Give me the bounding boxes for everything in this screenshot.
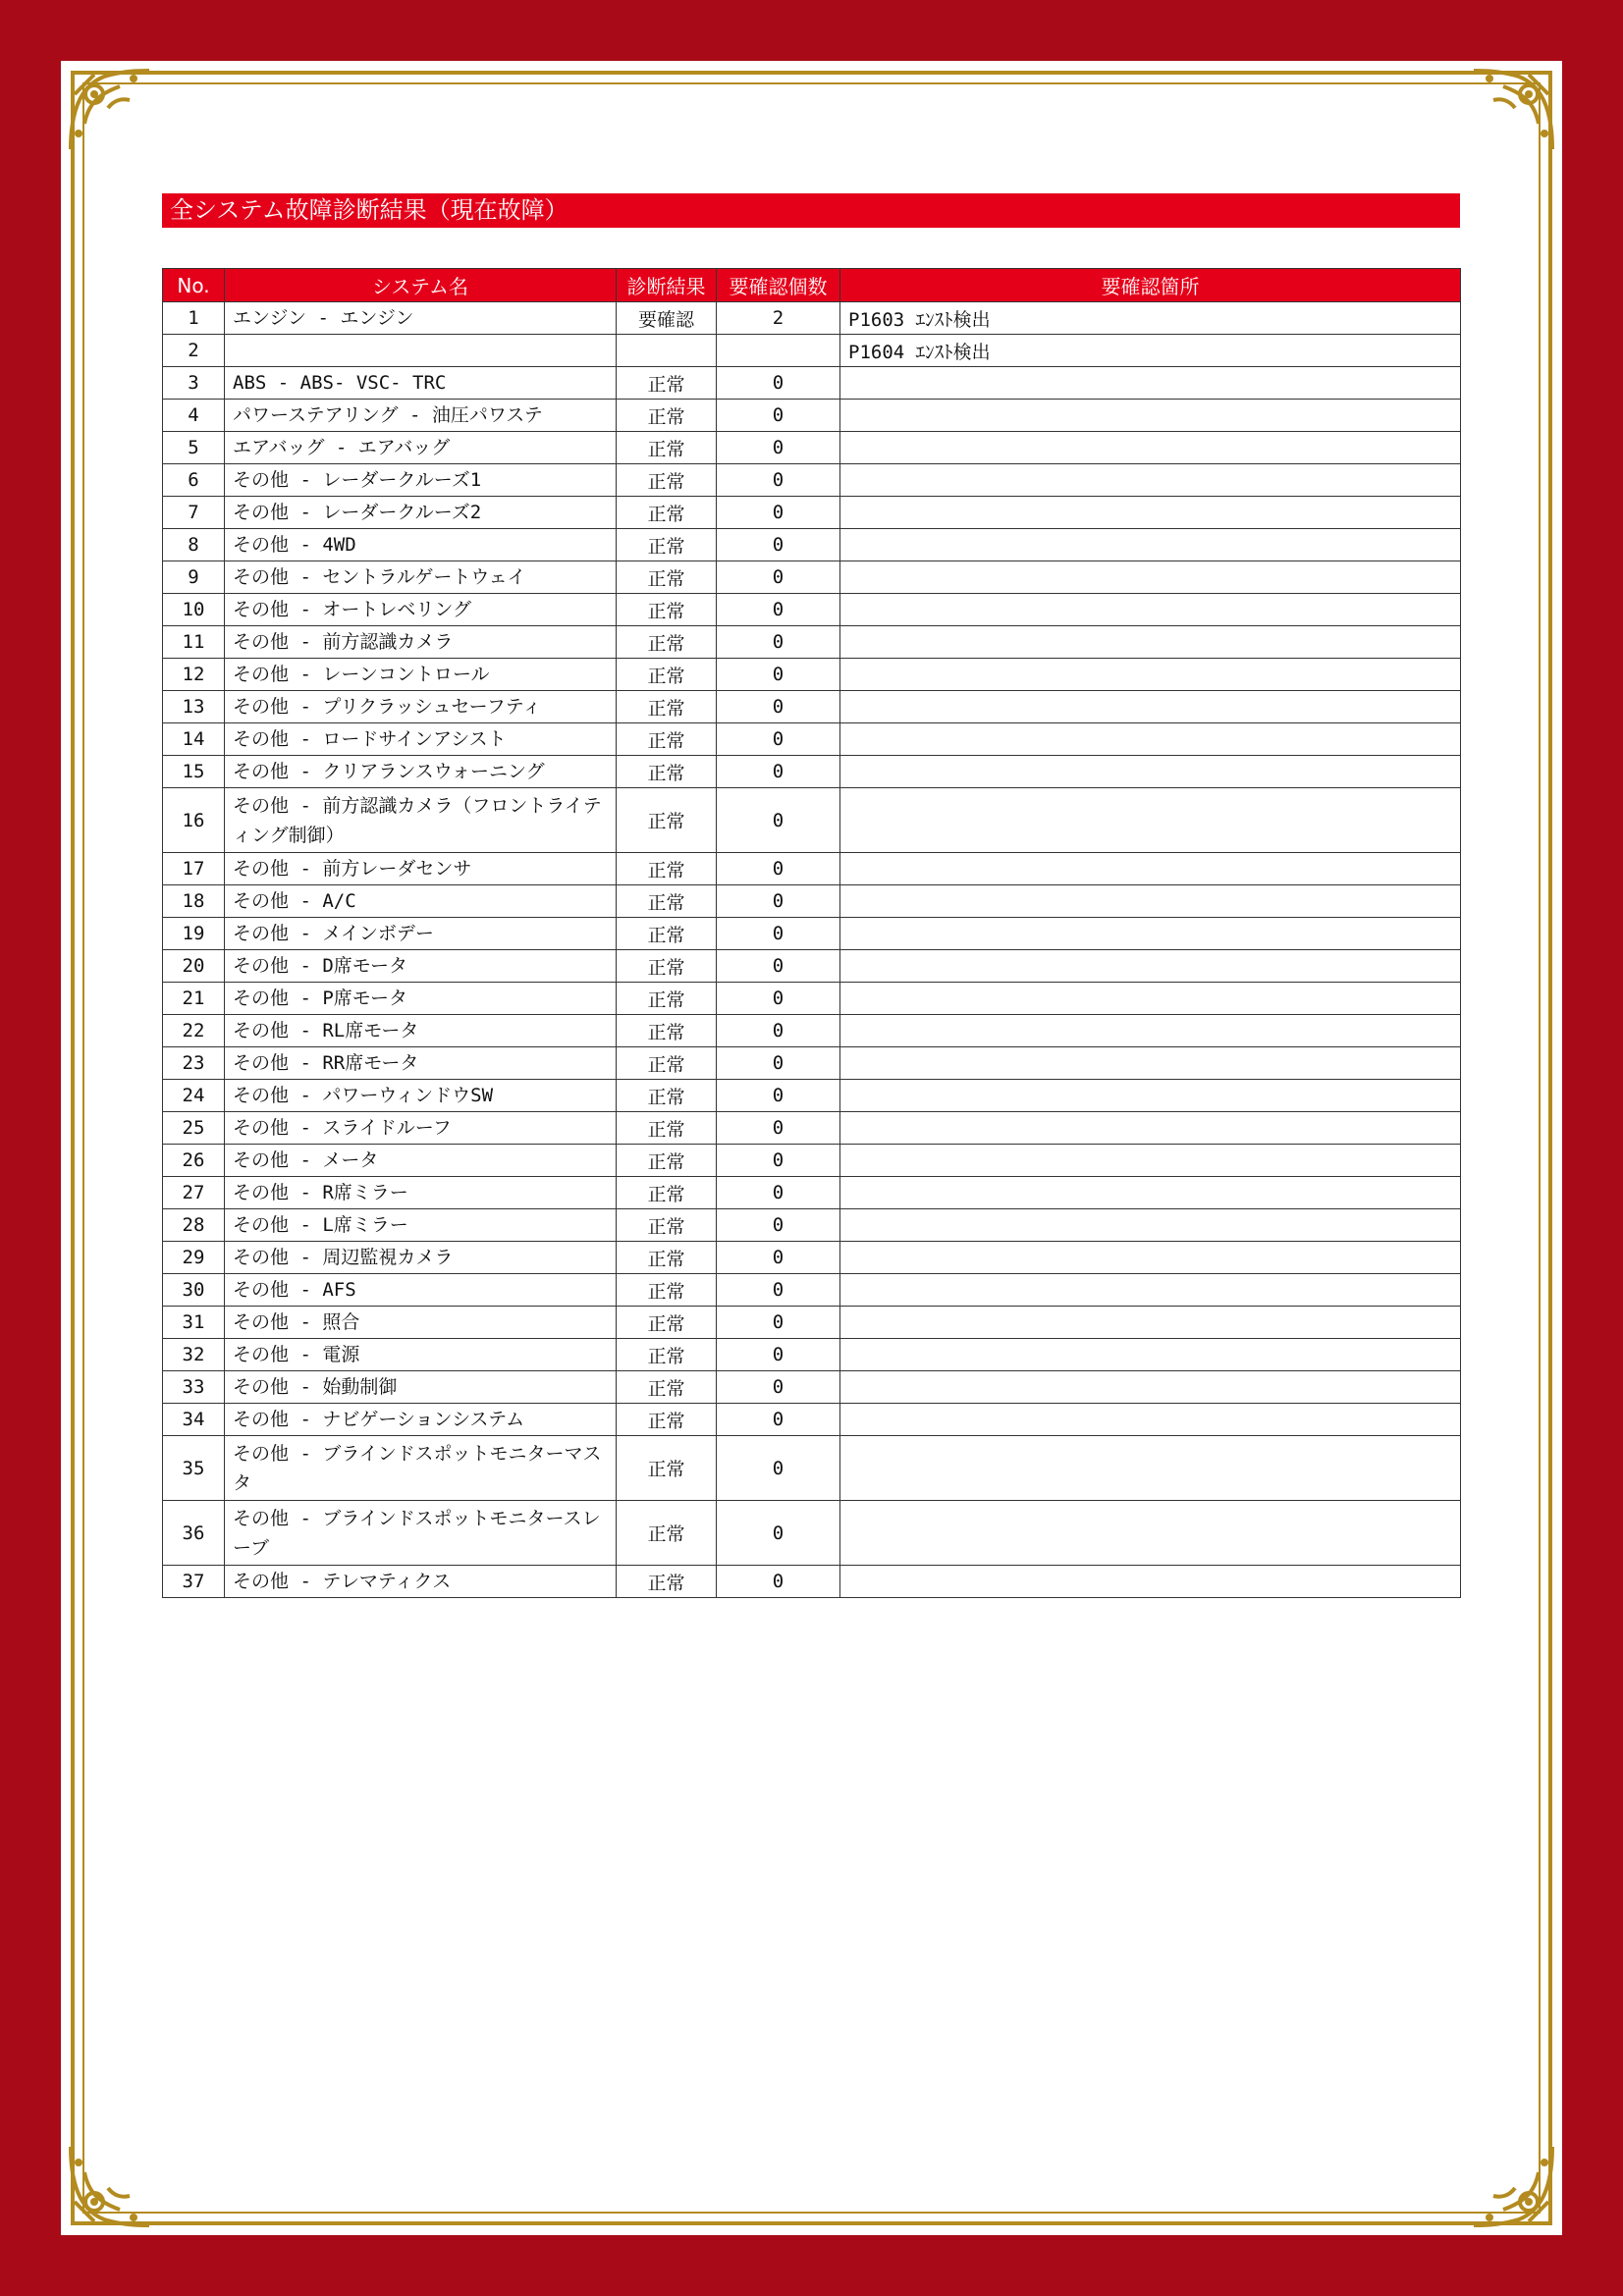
row-no-cell: 14: [163, 723, 225, 756]
check-location-cell: [840, 1145, 1461, 1177]
row-no-cell: 23: [163, 1047, 225, 1080]
system-name-cell: その他 - A/C: [225, 885, 617, 918]
check-location-cell: [840, 756, 1461, 788]
table-row: [163, 691, 1461, 723]
check-count-cell: 0: [717, 756, 840, 788]
table-row: [163, 1047, 1461, 1080]
row-no-cell: 32: [163, 1339, 225, 1371]
diagnosis-result-cell: 正常: [617, 1015, 717, 1047]
system-name-cell: その他 - 前方レーダセンサ: [225, 853, 617, 885]
row-no-cell: 15: [163, 756, 225, 788]
system-name-cell: その他 - パワーウィンドウSW: [225, 1080, 617, 1112]
check-count-cell: 0: [717, 464, 840, 497]
table-row: [163, 950, 1461, 983]
check-location-cell: [840, 788, 1461, 853]
diagnosis-result-cell: 正常: [617, 983, 717, 1015]
system-name-cell: その他 - ブラインドスポットモニタースレーブ: [225, 1501, 617, 1566]
check-location-cell: [840, 464, 1461, 497]
table-row: [163, 594, 1461, 626]
check-count-cell: 0: [717, 1015, 840, 1047]
system-name-cell: その他 - オートレベリング: [225, 594, 617, 626]
table-row: [163, 788, 1461, 853]
check-count-cell: 0: [717, 1080, 840, 1112]
table-row: [163, 1177, 1461, 1209]
row-no-cell: 25: [163, 1112, 225, 1145]
row-no-cell: 9: [163, 561, 225, 594]
check-count-cell: 0: [717, 1307, 840, 1339]
diagnosis-result-cell: 正常: [617, 1080, 717, 1112]
check-count-cell: 0: [717, 497, 840, 529]
table-row: [163, 400, 1461, 432]
table-body: [163, 302, 1461, 1598]
system-name-cell: その他 - 前方認識カメラ: [225, 626, 617, 659]
check-location-cell: [840, 626, 1461, 659]
system-name-cell: エンジン - エンジン: [225, 302, 617, 335]
system-name-cell: その他 - D席モータ: [225, 950, 617, 983]
check-count-cell: 0: [717, 1566, 840, 1598]
diagnosis-result-cell: 正常: [617, 1371, 717, 1404]
check-count-cell: 0: [717, 918, 840, 950]
row-no-cell: 30: [163, 1274, 225, 1307]
row-no-cell: 6: [163, 464, 225, 497]
check-location-cell: [840, 1371, 1461, 1404]
check-location-cell: [840, 1274, 1461, 1307]
check-location-cell: [840, 853, 1461, 885]
system-name-cell: その他 - RR席モータ: [225, 1047, 617, 1080]
row-no-cell: 37: [163, 1566, 225, 1598]
table-row: [163, 1112, 1461, 1145]
check-count-cell: 0: [717, 691, 840, 723]
check-count-cell: 0: [717, 659, 840, 691]
diagnosis-result-cell: 正常: [617, 788, 717, 853]
system-name-cell: その他 - AFS: [225, 1274, 617, 1307]
diagnosis-result-cell: 正常: [617, 756, 717, 788]
check-count-cell: 0: [717, 400, 840, 432]
system-name-cell: [225, 335, 617, 367]
corner-ornament-icon: [1468, 65, 1558, 155]
system-name-cell: その他 - レーダークルーズ2: [225, 497, 617, 529]
diagnosis-result-cell: 正常: [617, 497, 717, 529]
table-header-row: [163, 269, 1461, 302]
diagnosis-result-cell: 正常: [617, 400, 717, 432]
table-row: [163, 1404, 1461, 1436]
row-no-cell: 31: [163, 1307, 225, 1339]
diagnosis-result-cell: 正常: [617, 1242, 717, 1274]
check-count-cell: 0: [717, 1177, 840, 1209]
diagnosis-result-cell: 正常: [617, 1145, 717, 1177]
check-location-cell: P1604 ｴﾝｽﾄ検出: [840, 335, 1461, 367]
diagnosis-result-cell: 正常: [617, 1177, 717, 1209]
check-count-cell: 0: [717, 950, 840, 983]
table-row: [163, 659, 1461, 691]
table-row: [163, 1371, 1461, 1404]
row-no-cell: 3: [163, 367, 225, 400]
check-location-cell: [840, 1404, 1461, 1436]
check-count-cell: 0: [717, 432, 840, 464]
table-row: [163, 1566, 1461, 1598]
system-name-cell: その他 - 4WD: [225, 529, 617, 561]
row-no-cell: 2: [163, 335, 225, 367]
system-name-cell: その他 - 前方認識カメラ（フロントライティング制御）: [225, 788, 617, 853]
check-location-cell: [840, 659, 1461, 691]
diagnosis-result-cell: 正常: [617, 1436, 717, 1501]
table-row: [163, 1307, 1461, 1339]
check-count-cell: 0: [717, 1339, 840, 1371]
check-location-cell: [840, 1080, 1461, 1112]
system-name-cell: その他 - ナビゲーションシステム: [225, 1404, 617, 1436]
diagnosis-result-cell: 正常: [617, 1501, 717, 1566]
check-count-cell: 0: [717, 1209, 840, 1242]
table-row: [163, 885, 1461, 918]
check-count-cell: 0: [717, 1404, 840, 1436]
row-no-cell: 16: [163, 788, 225, 853]
report-title: 全システム故障診断結果（現在故障）: [162, 193, 1460, 228]
row-no-cell: 34: [163, 1404, 225, 1436]
diagnosis-result-cell: 正常: [617, 1209, 717, 1242]
check-location-cell: [840, 885, 1461, 918]
check-location-cell: [840, 1112, 1461, 1145]
check-count-cell: 0: [717, 723, 840, 756]
row-no-cell: 5: [163, 432, 225, 464]
table-row: [163, 756, 1461, 788]
diagnosis-result-cell: 正常: [617, 529, 717, 561]
system-name-cell: その他 - ロードサインアシスト: [225, 723, 617, 756]
system-name-cell: その他 - テレマティクス: [225, 1566, 617, 1598]
row-no-cell: 22: [163, 1015, 225, 1047]
check-count-cell: 0: [717, 626, 840, 659]
table-row: [163, 497, 1461, 529]
diagnosis-result-cell: 正常: [617, 1047, 717, 1080]
system-name-cell: その他 - プリクラッシュセーフティ: [225, 691, 617, 723]
check-count-cell: [717, 335, 840, 367]
corner-ornament-icon: [65, 65, 155, 155]
row-no-cell: 1: [163, 302, 225, 335]
table-row: [163, 1080, 1461, 1112]
diagnosis-result-cell: [617, 335, 717, 367]
check-location-cell: [840, 1015, 1461, 1047]
table-row: [163, 918, 1461, 950]
table-row: [163, 1339, 1461, 1371]
check-count-cell: 0: [717, 367, 840, 400]
system-name-cell: その他 - 照合: [225, 1307, 617, 1339]
system-name-cell: その他 - レーダークルーズ1: [225, 464, 617, 497]
system-name-cell: その他 - スライドルーフ: [225, 1112, 617, 1145]
diagnosis-result-cell: 要確認: [617, 302, 717, 335]
diagnosis-result-cell: 正常: [617, 918, 717, 950]
table-row: [163, 723, 1461, 756]
row-no-cell: 21: [163, 983, 225, 1015]
diagnosis-result-cell: 正常: [617, 723, 717, 756]
check-count-cell: 0: [717, 594, 840, 626]
column-header-location: 要確認箇所: [840, 269, 1461, 302]
check-location-cell: [840, 594, 1461, 626]
column-header-result: 診断結果: [617, 269, 717, 302]
row-no-cell: 12: [163, 659, 225, 691]
row-no-cell: 7: [163, 497, 225, 529]
check-count-cell: 2: [717, 302, 840, 335]
system-name-cell: その他 - 電源: [225, 1339, 617, 1371]
column-header-no: No.: [163, 269, 225, 302]
check-location-cell: [840, 1436, 1461, 1501]
system-name-cell: その他 - P席モータ: [225, 983, 617, 1015]
diagnosis-result-cell: 正常: [617, 626, 717, 659]
check-location-cell: [840, 367, 1461, 400]
check-location-cell: P1603 ｴﾝｽﾄ検出: [840, 302, 1461, 335]
table-row: [163, 983, 1461, 1015]
table-row: [163, 529, 1461, 561]
row-no-cell: 24: [163, 1080, 225, 1112]
table-row: [163, 1242, 1461, 1274]
row-no-cell: 18: [163, 885, 225, 918]
diagnosis-result-cell: 正常: [617, 1307, 717, 1339]
system-name-cell: その他 - セントラルゲートウェイ: [225, 561, 617, 594]
diagnosis-result-cell: 正常: [617, 950, 717, 983]
system-name-cell: その他 - 始動制御: [225, 1371, 617, 1404]
check-location-cell: [840, 1047, 1461, 1080]
check-count-cell: 0: [717, 1112, 840, 1145]
table-row: [163, 1436, 1461, 1501]
row-no-cell: 29: [163, 1242, 225, 1274]
check-count-cell: 0: [717, 1436, 840, 1501]
check-location-cell: [840, 918, 1461, 950]
system-name-cell: その他 - L席ミラー: [225, 1209, 617, 1242]
corner-ornament-icon: [65, 2141, 155, 2231]
system-name-cell: その他 - メータ: [225, 1145, 617, 1177]
check-location-cell: [840, 529, 1461, 561]
check-count-cell: 0: [717, 1274, 840, 1307]
diagnosis-result-cell: 正常: [617, 853, 717, 885]
row-no-cell: 13: [163, 691, 225, 723]
diagnosis-result-cell: 正常: [617, 1339, 717, 1371]
row-no-cell: 4: [163, 400, 225, 432]
check-location-cell: [840, 1177, 1461, 1209]
check-count-cell: 0: [717, 1242, 840, 1274]
check-count-cell: 0: [717, 983, 840, 1015]
table-row: [163, 853, 1461, 885]
table-row: [163, 367, 1461, 400]
row-no-cell: 33: [163, 1371, 225, 1404]
table-row: [163, 335, 1461, 367]
diagnosis-result-cell: 正常: [617, 1566, 717, 1598]
system-name-cell: ABS - ABS- VSC- TRC: [225, 367, 617, 400]
diagnosis-result-cell: 正常: [617, 659, 717, 691]
check-count-cell: 0: [717, 885, 840, 918]
system-name-cell: その他 - クリアランスウォーニング: [225, 756, 617, 788]
diagnosis-result-cell: 正常: [617, 1404, 717, 1436]
row-no-cell: 27: [163, 1177, 225, 1209]
system-name-cell: その他 - ブラインドスポットモニターマスタ: [225, 1436, 617, 1501]
row-no-cell: 17: [163, 853, 225, 885]
table-row: [163, 561, 1461, 594]
check-count-cell: 0: [717, 1371, 840, 1404]
check-count-cell: 0: [717, 529, 840, 561]
system-name-cell: パワーステアリング - 油圧パワステ: [225, 400, 617, 432]
row-no-cell: 35: [163, 1436, 225, 1501]
check-location-cell: [840, 1501, 1461, 1566]
check-location-cell: [840, 432, 1461, 464]
column-header-count: 要確認個数: [717, 269, 840, 302]
system-name-cell: その他 - RL席モータ: [225, 1015, 617, 1047]
diagnosis-result-cell: 正常: [617, 464, 717, 497]
diagnosis-result-cell: 正常: [617, 1274, 717, 1307]
table-row: [163, 432, 1461, 464]
row-no-cell: 26: [163, 1145, 225, 1177]
check-location-cell: [840, 983, 1461, 1015]
system-name-cell: その他 - R席ミラー: [225, 1177, 617, 1209]
check-location-cell: [840, 1209, 1461, 1242]
row-no-cell: 20: [163, 950, 225, 983]
row-no-cell: 28: [163, 1209, 225, 1242]
diagnosis-result-cell: 正常: [617, 594, 717, 626]
table-row: [163, 1209, 1461, 1242]
check-location-cell: [840, 1307, 1461, 1339]
check-location-cell: [840, 1242, 1461, 1274]
corner-ornament-icon: [1468, 2141, 1558, 2231]
table-row: [163, 1501, 1461, 1566]
check-location-cell: [840, 561, 1461, 594]
check-count-cell: 0: [717, 1047, 840, 1080]
check-location-cell: [840, 497, 1461, 529]
system-name-cell: その他 - レーンコントロール: [225, 659, 617, 691]
diagnosis-result-cell: 正常: [617, 367, 717, 400]
table-row: [163, 626, 1461, 659]
table-row: [163, 464, 1461, 497]
row-no-cell: 8: [163, 529, 225, 561]
check-location-cell: [840, 691, 1461, 723]
diagnosis-result-cell: 正常: [617, 561, 717, 594]
diagnosis-result-cell: 正常: [617, 432, 717, 464]
diagnosis-table: [162, 268, 1461, 1598]
system-name-cell: エアバッグ - エアバッグ: [225, 432, 617, 464]
column-header-system: システム名: [225, 269, 617, 302]
table-row: [163, 1015, 1461, 1047]
diagnosis-result-cell: 正常: [617, 1112, 717, 1145]
check-count-cell: 0: [717, 561, 840, 594]
diagnosis-result-cell: 正常: [617, 691, 717, 723]
check-location-cell: [840, 400, 1461, 432]
check-location-cell: [840, 723, 1461, 756]
diagnosis-result-cell: 正常: [617, 885, 717, 918]
row-no-cell: 10: [163, 594, 225, 626]
check-count-cell: 0: [717, 1501, 840, 1566]
check-location-cell: [840, 1339, 1461, 1371]
row-no-cell: 19: [163, 918, 225, 950]
row-no-cell: 36: [163, 1501, 225, 1566]
table-row: [163, 1145, 1461, 1177]
check-location-cell: [840, 1566, 1461, 1598]
table-row: [163, 302, 1461, 335]
check-count-cell: 0: [717, 1145, 840, 1177]
check-location-cell: [840, 950, 1461, 983]
system-name-cell: その他 - 周辺監視カメラ: [225, 1242, 617, 1274]
check-count-cell: 0: [717, 853, 840, 885]
row-no-cell: 11: [163, 626, 225, 659]
system-name-cell: その他 - メインボデー: [225, 918, 617, 950]
check-count-cell: 0: [717, 788, 840, 853]
table-row: [163, 1274, 1461, 1307]
